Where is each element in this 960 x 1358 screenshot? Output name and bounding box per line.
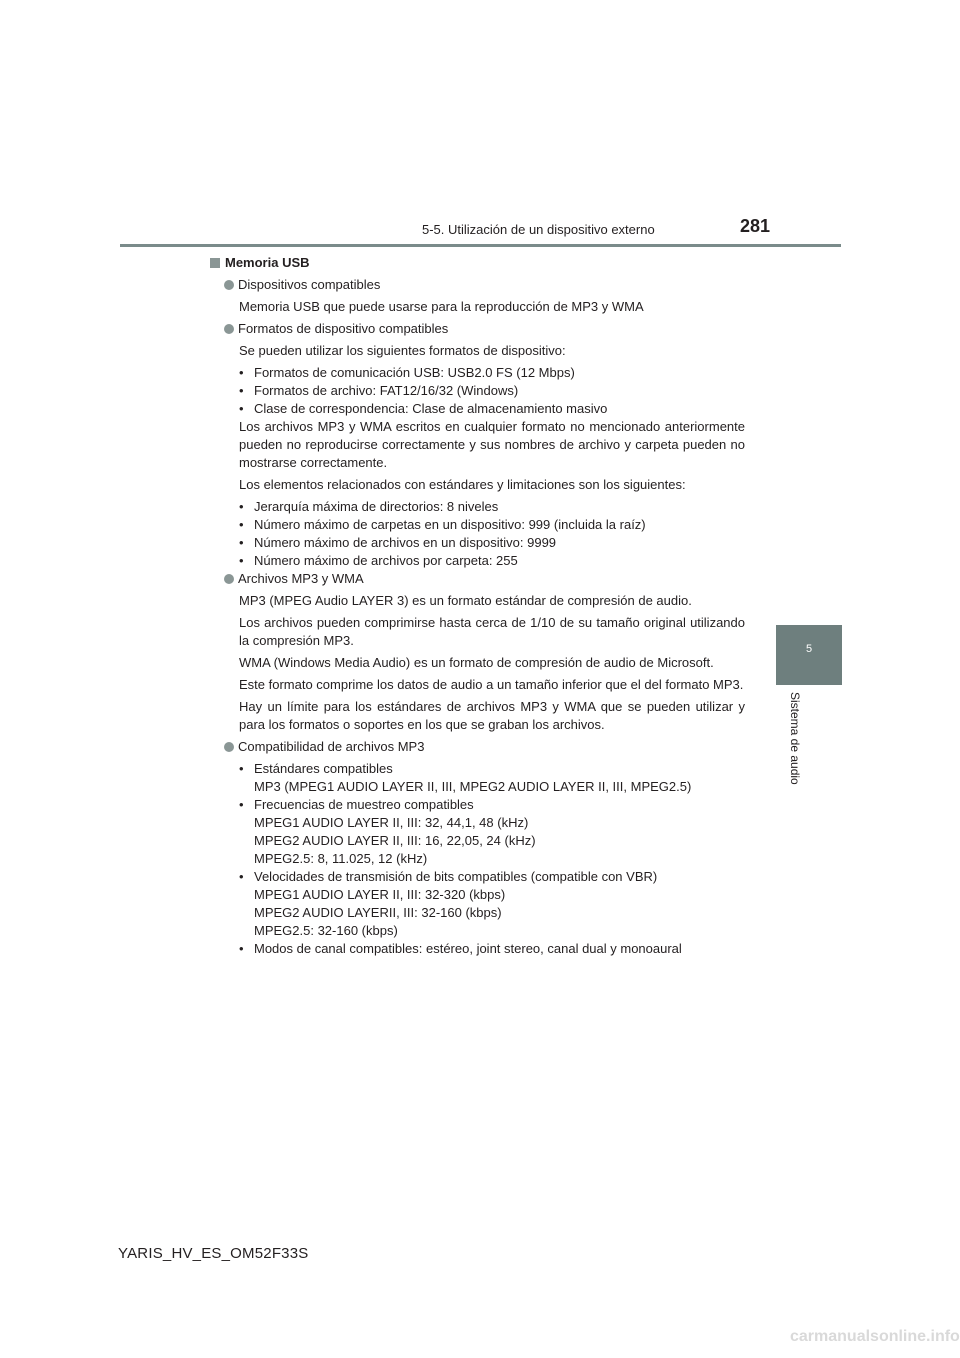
paragraph: Los archivos MP3 y WMA escritos en cualquier formato no mencionado anteriormente pueden no reproducirse correctamente y sus nombres de archivo y carpeta pueden no mostrarse correctamente. <box>239 419 745 470</box>
list-item: • Formatos de comunicación USB: USB2.0 FS (12 Mbps) <box>239 364 745 382</box>
sub-line: MPEG1 AUDIO LAYER II, III: 32-320 (kbps) <box>254 887 506 902</box>
list-item: • Número máximo de archivos por carpeta: 255 <box>239 552 745 570</box>
bullet-title: Formatos de dispositivo compatibles <box>224 320 745 338</box>
list-item: • Modos de canal compatibles: estéreo, joint stereo, canal dual y monoaural <box>239 940 745 958</box>
limits-list <box>239 498 745 570</box>
page-content <box>210 252 745 962</box>
sub-line: MPEG2 AUDIO LAYER II, III: 16, 22,05, 24 (kHz) <box>254 833 536 848</box>
sub-line: MPEG2 AUDIO LAYERII, III: 32-160 (kbps) <box>254 905 502 920</box>
circle-bullet-icon <box>224 324 234 334</box>
header-section-title: 5-5. Utilización de un dispositivo externo <box>422 222 655 237</box>
square-bullet-icon <box>210 258 220 268</box>
sub-line: MP3 (MPEG1 AUDIO LAYER II, III, MPEG2 AUDIO LAYER II, III, MPEG2.5) <box>254 779 692 794</box>
circle-bullet-icon <box>224 574 234 584</box>
circle-bullet-icon <box>224 742 234 752</box>
paragraph: Los archivos pueden comprimirse hasta cerca de 1/10 de su tamaño original utilizando la compresión MP3. <box>239 615 745 648</box>
list-item: • Número máximo de carpetas en un dispositivo: 999 (incluida la raíz) <box>239 516 745 534</box>
paragraph: Se pueden utilizar los siguientes formatos de dispositivo: <box>239 343 566 358</box>
header-rule <box>120 244 841 247</box>
list-item: • Jerarquía máxima de directorios: 8 niveles <box>239 498 745 516</box>
bullet-title: Dispositivos compatibles <box>224 276 745 294</box>
sub-line: MPEG2.5: 8, 11.025, 12 (kHz) <box>254 851 428 866</box>
chapter-tab-number: 5 <box>805 643 813 655</box>
footer-doc-code: YARIS_HV_ES_OM52F33S <box>118 1245 309 1262</box>
section-heading: Memoria USB <box>210 254 745 272</box>
list-item: • Velocidades de transmisión de bits compatibles (compatible con VBR) MPEG1 AUDIO LAYER II, III: 32-320 (kbps) MPEG2 AUDIO LAYERII, III: 32-160 (kbps) MPEG2.5: 32-160 (kbps) <box>239 868 745 940</box>
sub-line: MPEG2.5: 32-160 (kbps) <box>254 923 398 938</box>
chapter-side-label: Sistema de audio <box>788 692 802 785</box>
page-number: 281 <box>740 216 771 236</box>
list-item: • Estándares compatibles MP3 (MPEG1 AUDIO LAYER II, III, MPEG2 AUDIO LAYER II, III, MPEG2.5) <box>239 760 745 796</box>
paragraph: WMA (Windows Media Audio) es un formato de compresión de audio de Microsoft. <box>239 655 714 670</box>
watermark: carmanualsonline.info <box>790 1328 960 1345</box>
paragraph: Los elementos relacionados con estándares y limitaciones son los siguientes: <box>239 477 686 492</box>
bullet-title: Compatibilidad de archivos MP3 <box>224 738 745 756</box>
format-list <box>239 364 745 418</box>
paragraph: Memoria USB que puede usarse para la reproducción de MP3 y WMA <box>239 299 644 314</box>
chapter-tab <box>776 625 842 685</box>
list-item: • Formatos de archivo: FAT12/16/32 (Windows) <box>239 382 745 400</box>
list-item: • Frecuencias de muestreo compatibles MPEG1 AUDIO LAYER II, III: 32, 44,1, 48 (kHz) MPEG2 AUDIO LAYER II, III: 16, 22,05, 24 (kHz) MPEG2.5: 8, 11.025, 12 (kHz) <box>239 796 745 868</box>
paragraph: Hay un límite para los estándares de archivos MP3 y WMA que se pueden utilizar y para los formatos o soportes en los que se graban los archivos. <box>239 699 745 732</box>
list-item: • Número máximo de archivos en un dispositivo: 9999 <box>239 534 745 552</box>
list-item: • Clase de correspondencia: Clase de almacenamiento masivo <box>239 400 745 418</box>
mp3-compat-list <box>239 760 745 958</box>
sub-line: MPEG1 AUDIO LAYER II, III: 32, 44,1, 48 (kHz) <box>254 815 529 830</box>
paragraph: MP3 (MPEG Audio LAYER 3) es un formato estándar de compresión de audio. <box>239 593 692 608</box>
circle-bullet-icon <box>224 280 234 290</box>
paragraph: Este formato comprime los datos de audio a un tamaño inferior que el del formato MP3. <box>239 677 744 692</box>
bullet-title: Archivos MP3 y WMA <box>224 570 745 588</box>
